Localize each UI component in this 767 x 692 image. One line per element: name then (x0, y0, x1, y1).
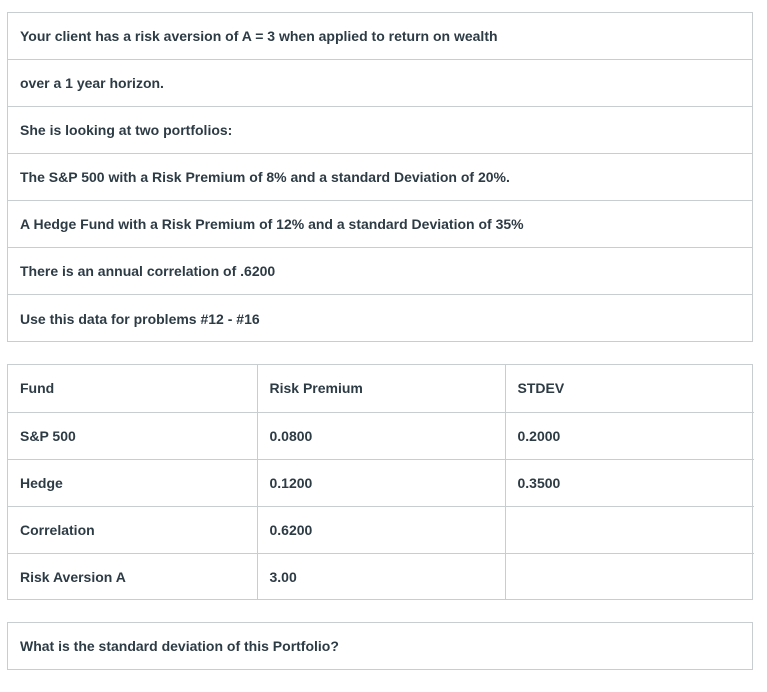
table-cell: S&P 500 (8, 412, 257, 459)
header-risk-premium: Risk Premium (257, 365, 505, 412)
table-cell: 0.6200 (257, 506, 505, 553)
table-row (8, 553, 754, 600)
table-cell (505, 553, 754, 600)
intro-line: Your client has a risk aversion of A = 3 when applied to return on wealth (8, 13, 752, 60)
header-fund: Fund (8, 365, 257, 412)
table-row (8, 506, 754, 553)
table-cell: Correlation (8, 506, 257, 553)
table-cell: 0.0800 (257, 412, 505, 459)
data-table (7, 364, 753, 600)
intro-line: She is looking at two portfolios: (8, 107, 752, 154)
table-row (8, 412, 754, 459)
intro-line: The S&P 500 with a Risk Premium of 8% and a standard Deviation of 20%. (8, 154, 752, 201)
question-box (7, 622, 753, 670)
header-stdev: STDEV (505, 365, 754, 412)
intro-line: There is an annual correlation of .6200 (8, 248, 752, 295)
table-cell: 0.2000 (505, 412, 754, 459)
intro-line: A Hedge Fund with a Risk Premium of 12% and a standard Deviation of 35% (8, 201, 752, 248)
intro-line: over a 1 year horizon. (8, 60, 752, 107)
table-cell: 3.00 (257, 553, 505, 600)
fund-table (8, 365, 754, 600)
question-line: What is the standard deviation of this Portfolio? (20, 638, 339, 654)
table-cell: 0.3500 (505, 459, 754, 506)
intro-line: Use this data for problems #12 - #16 (20, 310, 260, 327)
table-cell (505, 506, 754, 553)
table-header-row (8, 365, 754, 412)
table-cell: Risk Aversion A (8, 553, 257, 600)
problem-statement (7, 12, 753, 342)
table-row (8, 459, 754, 506)
table-cell: Hedge (8, 459, 257, 506)
table-cell: 0.1200 (257, 459, 505, 506)
